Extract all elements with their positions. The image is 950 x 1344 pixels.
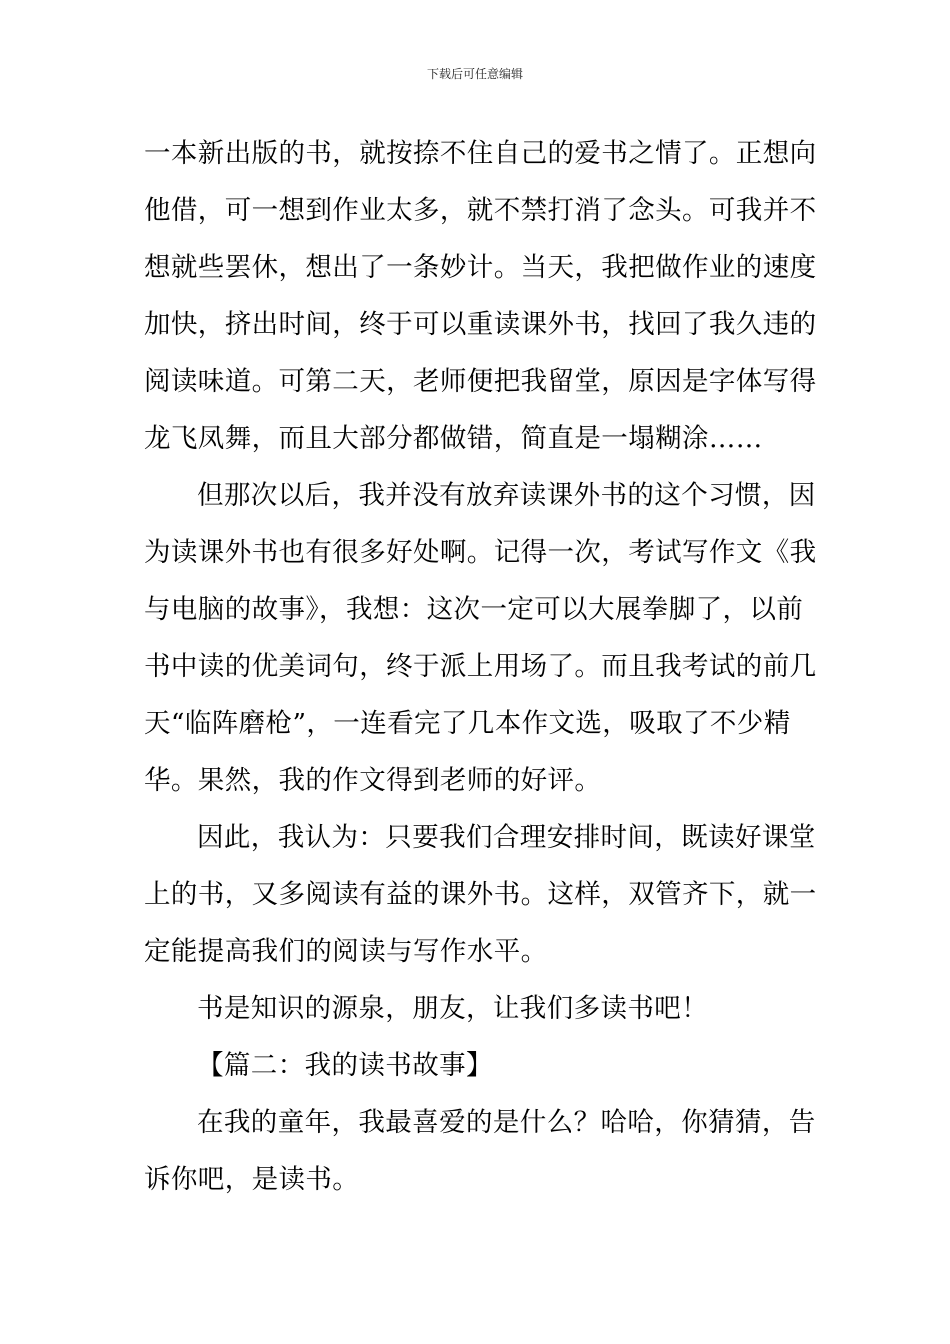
text-line: 天“临阵磨枪”，一连看完了几本作文选，吸取了不少精 (144, 708, 791, 739)
paragraph-first-line: 书是知识的源泉，朋友，让我们多读书吧！ (197, 993, 709, 1024)
text-line: 与电脑的故事》，我想：这次一定可以大展拳脚了，以前 (144, 594, 804, 625)
document-body (144, 125, 817, 1208)
page-header-note: 下载后可任意编辑 (426, 67, 523, 81)
paragraph-first-line: 因此，我认为：只要我们合理安排时间，既读好课堂 (197, 822, 816, 853)
text-line: 定能提高我们的阅读与写作水平。 (144, 936, 548, 967)
text-line: 为读课外书也有很多好处啊。记得一次，考试写作文《我 (144, 537, 817, 568)
text-line: 他借，可一想到作业太多，就不禁打消了念头。可我并不 (144, 195, 817, 226)
text-line: 一本新出版的书，就按捺不住自己的爱书之情了。正想向 (144, 138, 817, 169)
section-heading: 【篇二：我的读书故事】 (197, 1050, 493, 1081)
text-line: 华。果然，我的作文得到老师的好评。 (144, 765, 602, 796)
text-line: 想就些罢休，想出了一条妙计。当天，我把做作业的速度 (144, 252, 817, 283)
text-line: 诉你吧，是读书。 (144, 1164, 360, 1195)
text-line: 上的书，又多阅读有益的课外书。这样，双管齐下，就一 (144, 879, 817, 910)
text-line: 加快，挤出时间，终于可以重读课外书，找回了我久违的 (144, 309, 817, 340)
text-line: 阅读味道。可第二天，老师便把我留堂，原因是字体写得 (144, 366, 817, 397)
paragraph-first-line: 在我的童年，我最喜爱的是什么？哈哈，你猜猜，告 (197, 1107, 816, 1138)
paragraph-first-line: 但那次以后，我并没有放弃读课外书的这个习惯，因 (197, 480, 816, 511)
text-line: 书中读的优美词句，终于派上用场了。而且我考试的前几 (144, 651, 817, 682)
text-line: 龙飞凤舞，而且大部分都做错，简直是一塌糊涂…… (144, 423, 763, 454)
